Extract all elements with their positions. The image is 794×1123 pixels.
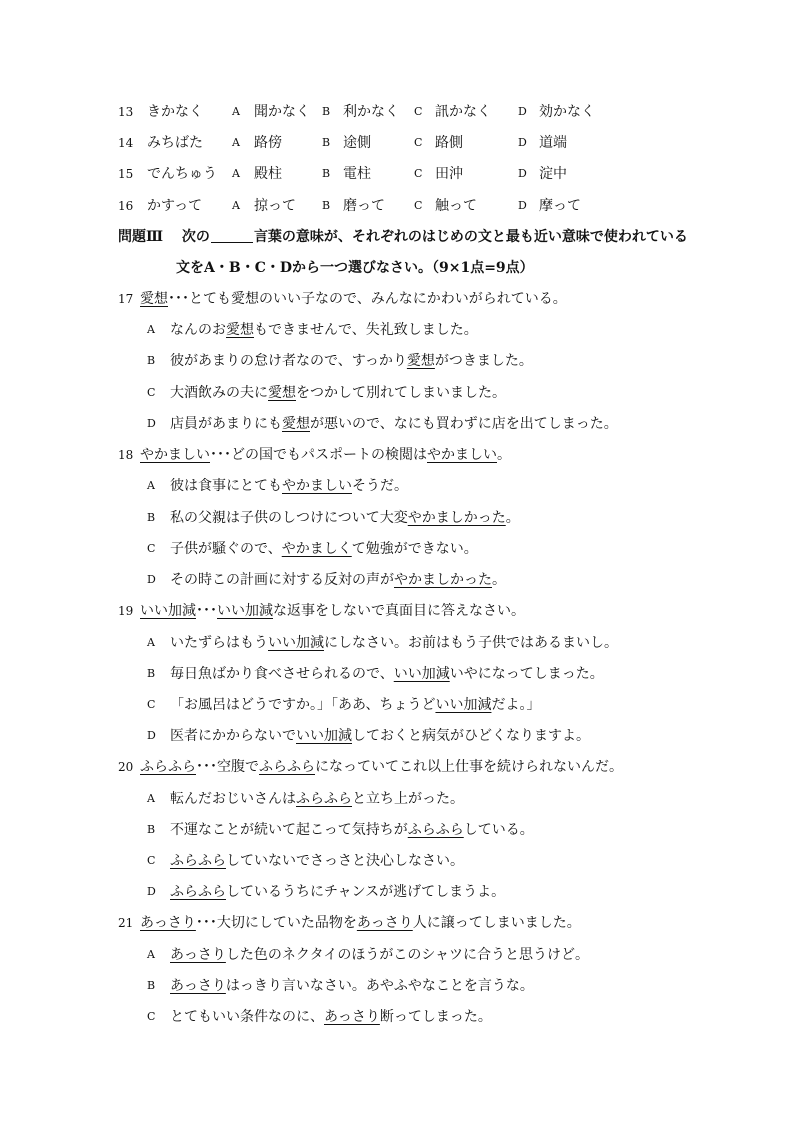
option-b: 途側 — [343, 135, 371, 151]
option-label: C — [147, 1010, 156, 1023]
option-label-b: B — [322, 105, 331, 118]
option-label-b: B — [322, 167, 331, 180]
question-prompt: いい加減･･･いい加減な返事をしないで真面目に答えなさい。 — [140, 603, 525, 619]
option-text: その時この計画に対する反対の声がやかましかった。 — [170, 572, 506, 588]
option-a: 路傍 — [254, 135, 282, 151]
option-label-d: D — [518, 105, 527, 118]
option-label: C — [147, 386, 156, 399]
section-instructions: 文をA・B・C・Dから一つ選びなさい。（9×1点=9点） — [176, 260, 534, 276]
option-label-c: C — [414, 167, 423, 180]
option-label: D — [147, 885, 156, 898]
reading: きかなく — [147, 104, 203, 120]
option-label: B — [147, 667, 156, 680]
option-text: 不運なことが続いて起こって気持ちがふらふらしている。 — [170, 822, 534, 838]
option-text: あっさりした色のネクタイのほうがこのシャツに合うと思うけど。 — [170, 947, 590, 963]
question-prompt: ふらふら･･･空腹でふらふらになっていてこれ以上仕事を続けられないんだ。 — [140, 759, 623, 775]
option-label: B — [147, 511, 156, 524]
option-c: 触って — [435, 198, 477, 214]
option-c: 田沖 — [435, 166, 463, 182]
option-d: 摩って — [539, 198, 581, 214]
question-prompt: やかましい･･･どの国でもパスポートの検閲はやかましい。 — [140, 447, 511, 463]
option-label: B — [147, 354, 156, 367]
question-number: 14 — [118, 136, 134, 150]
option-a: 掠って — [254, 198, 296, 214]
option-c: 訊かなく — [435, 104, 491, 120]
reading: でんちゅう — [147, 166, 217, 182]
option-label-c: C — [414, 199, 423, 212]
option-label: A — [147, 792, 155, 805]
option-d: 効かなく — [539, 104, 595, 120]
question-number: 15 — [118, 167, 134, 181]
option-b: 磨って — [343, 198, 385, 214]
option-label-d: D — [518, 136, 527, 149]
option-label: C — [147, 854, 156, 867]
question-prompt: あっさり･･･大切にしていた品物をあっさり人に譲ってしまいました。 — [140, 915, 581, 931]
option-text: ふらふらしているうちにチャンスが逃げてしまうよ。 — [170, 884, 506, 900]
option-label: C — [147, 698, 156, 711]
option-d: 淀中 — [539, 166, 567, 182]
option-text: あっさりはっきり言いなさい。あやふやなことを言うな。 — [170, 978, 534, 994]
reading: みちばた — [147, 135, 203, 151]
option-text: 大酒飲みの夫に愛想をつかして別れてしまいました。 — [170, 385, 506, 401]
option-label: A — [147, 948, 155, 961]
option-label-c: C — [414, 105, 423, 118]
option-text: 「お風呂はどうですか。」「ああ、ちょうどいい加減だよ。」 — [170, 697, 541, 713]
option-label-a: A — [232, 199, 240, 212]
question-number: 21 — [118, 916, 134, 930]
option-text: 店員があまりにも愛想が悪いので、なにも買わずに店を出てしまった。 — [170, 416, 618, 432]
option-label: A — [147, 479, 155, 492]
option-b: 電柱 — [343, 166, 371, 182]
option-label: A — [147, 323, 155, 336]
option-label-b: B — [322, 199, 331, 212]
option-a: 殿柱 — [254, 166, 282, 182]
option-label: A — [147, 636, 155, 649]
option-text: 彼は食事にとてもやかましいそうだ。 — [170, 478, 408, 494]
option-label-a: A — [232, 167, 240, 180]
option-text: なんのお愛想もできませんで、失礼致しました。 — [170, 322, 478, 338]
option-c: 路側 — [435, 135, 463, 151]
option-text: いたずらはもういい加減にしなさい。お前はもう子供ではあるまいし。 — [170, 635, 618, 651]
question-number: 18 — [118, 448, 134, 462]
option-label: D — [147, 417, 156, 430]
option-label-a: A — [232, 105, 240, 118]
option-text: ふらふらしていないでさっさと決心しなさい。 — [170, 853, 464, 869]
option-label-a: A — [232, 136, 240, 149]
option-label: D — [147, 729, 156, 742]
question-prompt: 愛想･･･とても愛想のいい子なので、みんなにかわいがられている。 — [140, 291, 567, 307]
option-label-b: B — [322, 136, 331, 149]
option-text: 転んだおじいさんはふらふらと立ち上がった。 — [170, 791, 464, 807]
option-text: 彼があまりの怠け者なので、すっかり愛想がつきました。 — [170, 353, 533, 369]
question-number: 19 — [118, 604, 134, 618]
option-text: とてもいい条件なのに、あっさり断ってしまった。 — [170, 1009, 492, 1025]
question-number: 20 — [118, 760, 134, 774]
option-label-c: C — [414, 136, 423, 149]
option-label: B — [147, 979, 156, 992]
option-label-d: D — [518, 199, 527, 212]
option-text: 子供が騒ぐので、やかましくて勉強ができない。 — [170, 541, 478, 557]
question-number: 13 — [118, 105, 134, 119]
option-a: 聞かなく — [254, 104, 310, 120]
option-label: B — [147, 823, 156, 836]
option-label-d: D — [518, 167, 527, 180]
reading: かすって — [147, 198, 203, 214]
option-text: 毎日魚ばかり食べさせられるので、いい加減いやになってしまった。 — [170, 666, 604, 682]
option-label: D — [147, 573, 156, 586]
option-label: C — [147, 542, 156, 555]
option-b: 利かなく — [343, 104, 399, 120]
section-title: 問題Ⅲ 次の 言葉の意味が、それぞれのはじめの文と最も近い意味で使われている — [118, 229, 688, 245]
question-number: 17 — [118, 292, 134, 306]
question-number: 16 — [118, 199, 134, 213]
option-text: 医者にかからないでいい加減しておくと病気がひどくなりますよ。 — [170, 728, 590, 744]
option-d: 道端 — [539, 135, 567, 151]
option-text: 私の父親は子供のしつけについて大変やかましかった。 — [170, 510, 520, 526]
blank-underline — [211, 228, 253, 243]
